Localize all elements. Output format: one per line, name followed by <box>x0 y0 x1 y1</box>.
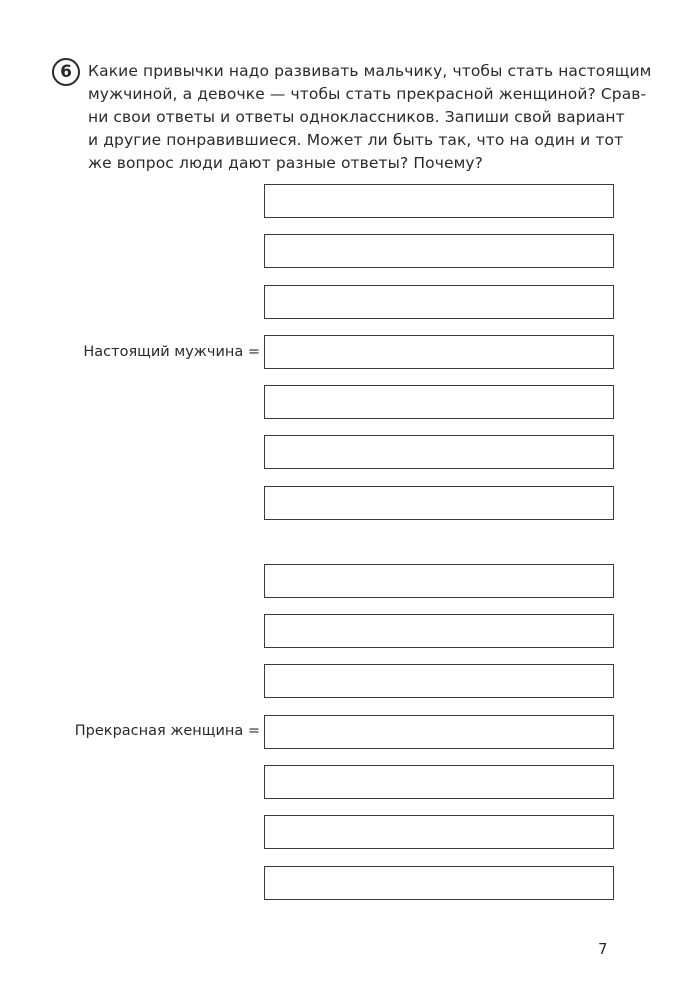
man-label: Настоящий мужчина = <box>83 344 260 360</box>
task-number-badge <box>52 58 80 86</box>
task-text <box>88 60 652 175</box>
answer-box-woman-5[interactable] <box>264 765 614 799</box>
answer-box-woman-1[interactable] <box>264 564 614 598</box>
answer-box-woman-4[interactable] <box>264 715 614 749</box>
answer-box-man-3[interactable] <box>264 285 614 319</box>
answer-box-man-1[interactable] <box>264 184 614 218</box>
woman-label: Прекрасная женщина = <box>74 723 260 739</box>
page-number: 7 <box>598 940 608 958</box>
task-number: 6 <box>60 61 72 82</box>
answer-box-man-7[interactable] <box>264 486 614 520</box>
answer-box-man-4[interactable] <box>264 335 614 369</box>
answer-box-woman-2[interactable] <box>264 614 614 648</box>
answer-box-man-6[interactable] <box>264 435 614 469</box>
task-text-line: же вопрос люди дают разные ответы? Почему? <box>88 154 483 172</box>
answer-box-woman-7[interactable] <box>264 866 614 900</box>
answer-box-woman-3[interactable] <box>264 664 614 698</box>
answer-box-man-2[interactable] <box>264 234 614 268</box>
answer-box-woman-6[interactable] <box>264 815 614 849</box>
task-text-line: и другие понравившиеся. Может ли быть так, что на один и тот <box>88 131 624 149</box>
task-text-line: Какие привычки надо развивать мальчику, чтобы стать настоящим <box>88 62 652 80</box>
task-text-line: ни свои ответы и ответы одноклассников. Запиши свой вариант <box>88 108 625 126</box>
answer-box-man-5[interactable] <box>264 385 614 419</box>
task-text-line: мужчиной, а девочке — чтобы стать прекрасной женщиной? Срав- <box>88 85 647 103</box>
